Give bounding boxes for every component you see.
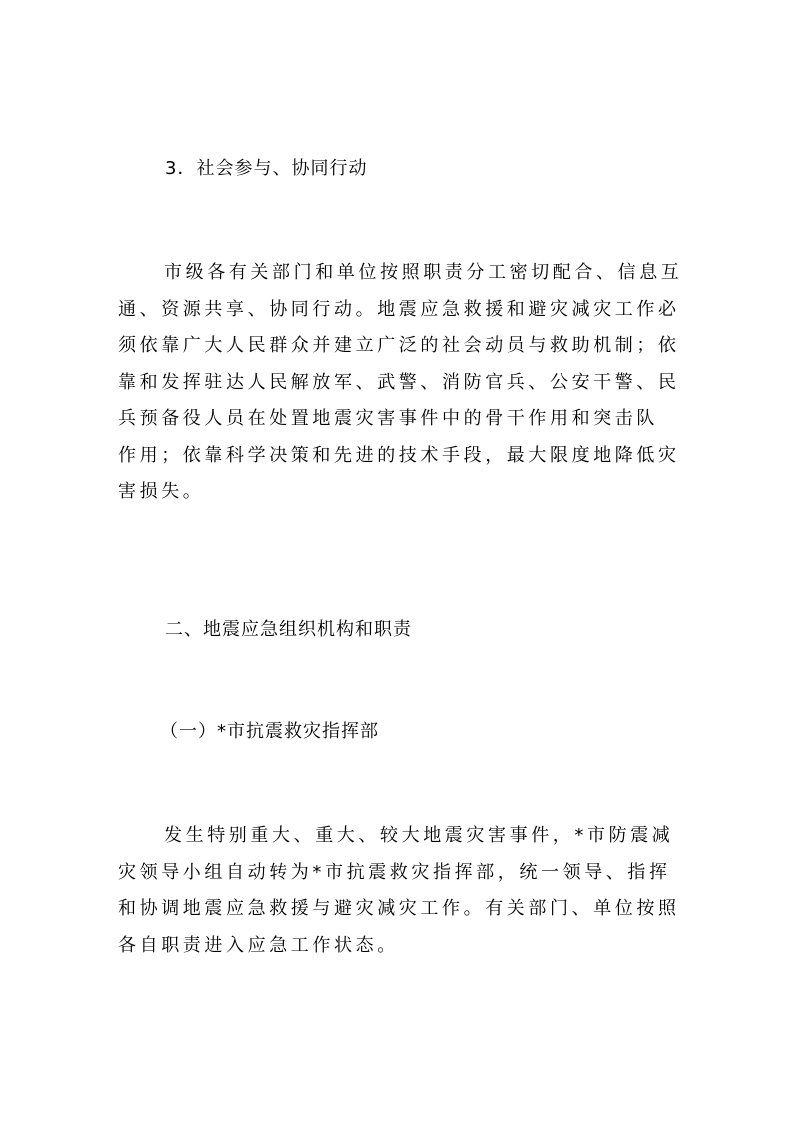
paragraph-line: 通、资源共享、协同行动。地震应急救援和避灾减灾工作必: [118, 298, 680, 320]
paragraph-line: 灾领导小组自动转为*市抗震救灾指挥部，统一领导、指挥: [118, 861, 671, 883]
section-heading-social-participation: 3．社会参与、协同行动: [165, 158, 368, 179]
paragraph-line: 发生特别重大、重大、较大地震灾害事件，*市防震减: [164, 825, 674, 846]
paragraph-line: 和协调地震应急救援与避灾减灾工作。有关部门、单位按照: [118, 898, 680, 919]
paragraph-line: 靠和发挥驻达人民解放军、武警、消防官兵、公安干警、民: [118, 371, 680, 393]
subsection-heading-command-center: （一）*市抗震救灾指挥部: [160, 721, 379, 742]
paragraph-line: 害损失。: [118, 481, 205, 502]
section-heading-organization: 二、地震应急组织机构和职责: [165, 619, 412, 640]
paragraph-line: 作用；依靠科学决策和先进的技术手段，最大限度地降低灾: [118, 444, 680, 466]
paragraph-line: 兵预备役人员在处置地震灾害事件中的骨干作用和突击队: [118, 408, 658, 429]
paragraph-line: 各自职责进入应急工作状态。: [118, 934, 399, 956]
paragraph-command-center: [118, 818, 678, 964]
paragraph-line: 须依靠广大人民群众并建立广泛的社会动员与救助机制；依: [118, 335, 680, 356]
paragraph-line: 市级各有关部门和单位按照职责分工密切配合、信息互: [164, 262, 683, 283]
paragraph-coordination: [118, 255, 683, 511]
